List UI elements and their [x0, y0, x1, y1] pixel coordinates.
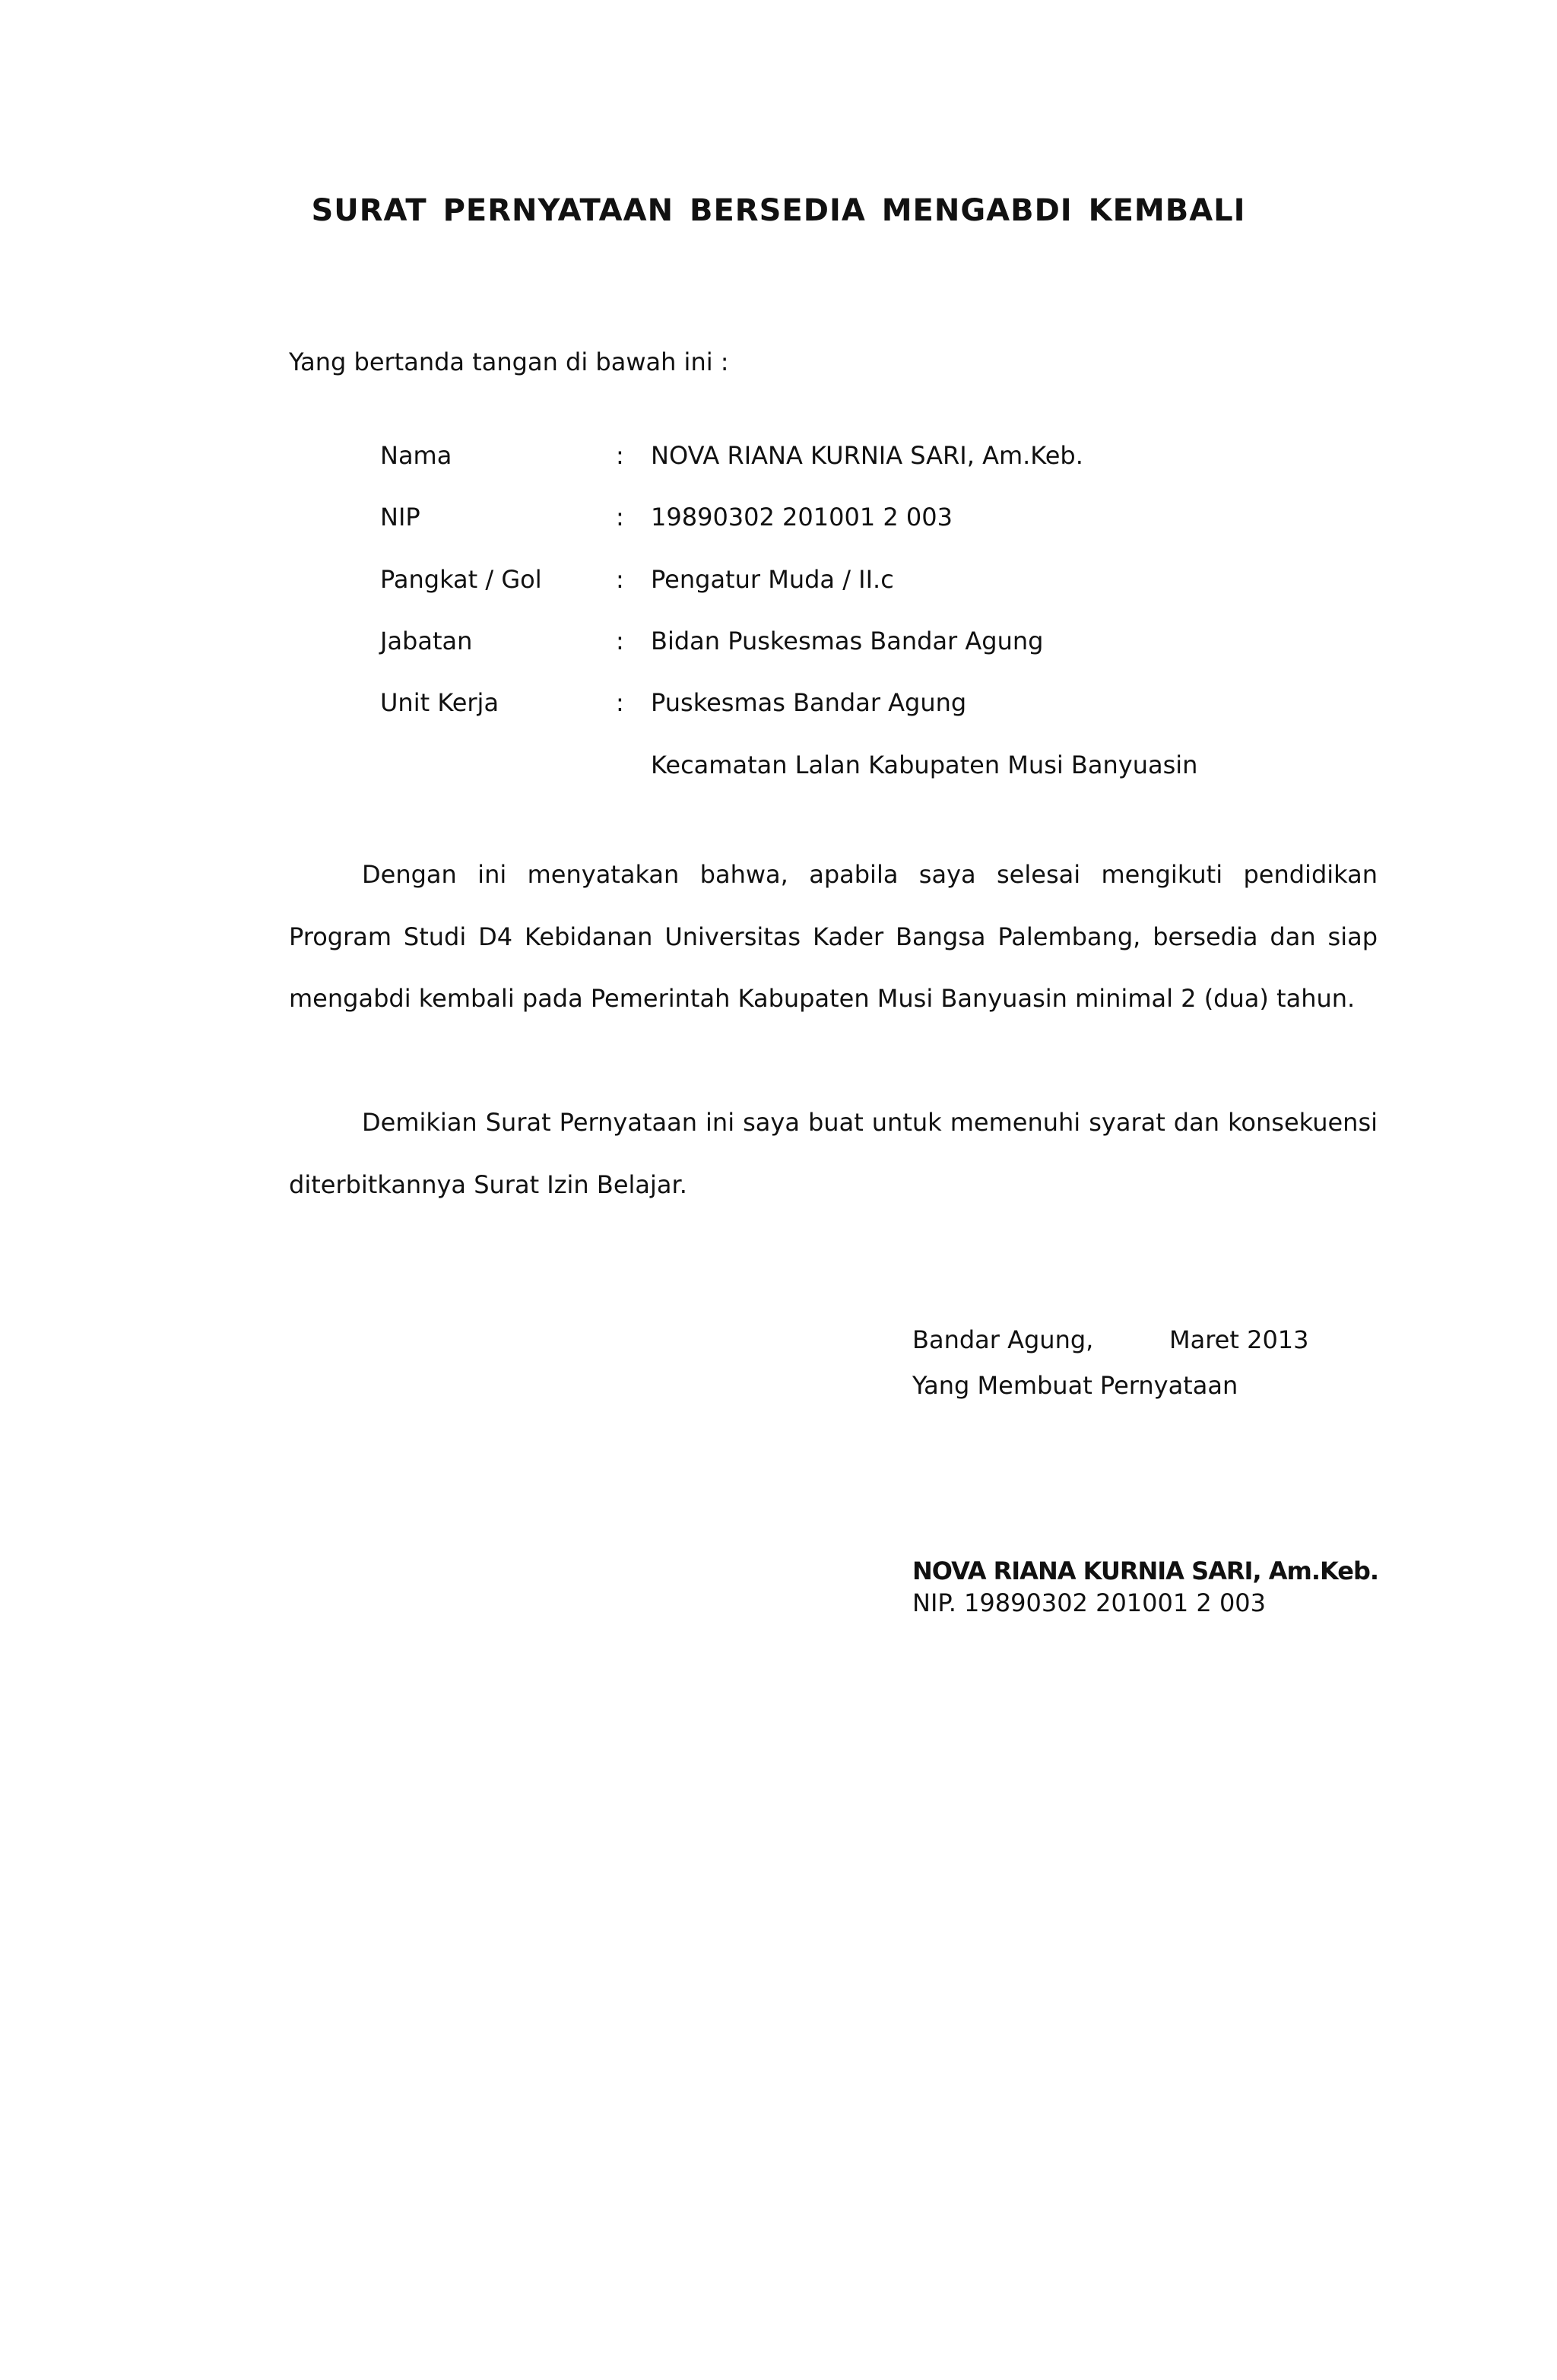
identity-colon: :: [616, 627, 624, 655]
signature-date: Maret 2013: [1169, 1325, 1309, 1354]
identity-label: Nama: [380, 441, 452, 470]
identity-value: Pengatur Muda / II.c: [651, 565, 894, 594]
identity-label: Jabatan: [380, 627, 473, 655]
signatory-name: NOVA RIANA KURNIA SARI, Am.Keb.: [912, 1557, 1378, 1585]
identity-colon: :: [616, 565, 624, 594]
identity-label: Unit Kerja: [380, 688, 499, 717]
closing-paragraph: Demikian Surat Pernyataan ini saya buat untuk memenuhi syarat dan konsekuensi diterbitkannya Surat Izin Belajar.: [289, 1108, 1378, 1199]
signatory-nip: NIP. 19890302 201001 2 003: [912, 1588, 1267, 1617]
intro-text: Yang bertanda tangan di bawah ini :: [289, 347, 729, 376]
identity-colon: :: [616, 688, 624, 717]
identity-value: NOVA RIANA KURNIA SARI, Am.Keb.: [651, 441, 1083, 470]
identity-value: 19890302 201001 2 003: [651, 503, 953, 532]
signature-place: Bandar Agung,: [912, 1325, 1094, 1354]
identity-value: Puskesmas Bandar Agung: [651, 688, 967, 717]
identity-label: Pangkat / Gol: [380, 565, 542, 594]
identity-value: Kecamatan Lalan Kabupaten Musi Banyuasin: [651, 750, 1198, 779]
letter-title: SURAT PERNYATAAN BERSEDIA MENGABDI KEMBALI: [311, 193, 1246, 228]
identity-value: Bidan Puskesmas Bandar Agung: [651, 627, 1044, 655]
identity-colon: :: [616, 503, 624, 532]
statement-paragraph: Dengan ini menyatakan bahwa, apabila saya selesai mengikuti pendidikan Program Studi D4 Kebidanan Universitas Kader Bangsa Palembang, bersedia dan siap mengabdi kembali pada Pemerintah Kabupaten Musi Banyuasin minimal 2 (dua) tahun.: [289, 860, 1378, 1013]
signature-maker-label: Yang Membuat Pernyataan: [912, 1371, 1238, 1400]
identity-label: NIP: [380, 503, 420, 532]
identity-colon: :: [616, 441, 624, 470]
